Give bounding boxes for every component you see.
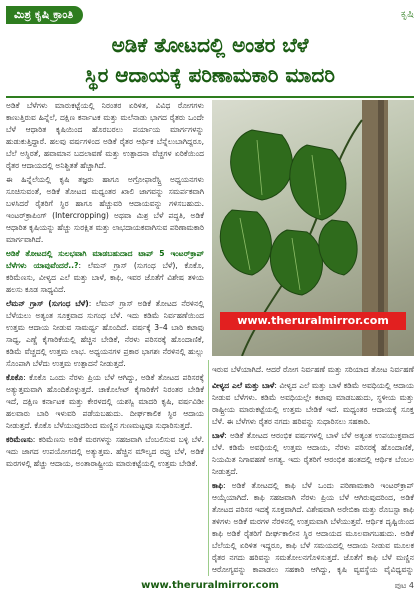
headline-rule: [6, 96, 414, 98]
banana-paragraph: [212, 430, 414, 478]
betel-leaf-photo: [212, 100, 414, 356]
page-number: ಪುಟ 4: [394, 581, 414, 590]
betel-leaf: [270, 230, 322, 295]
headline-line-1: ಅಡಿಕೆ ತೋಟದಲ್ಲಿ ಅಂತರ ಬೆಳೆ: [111, 33, 309, 57]
headline: [6, 30, 414, 90]
betel-leaf: [290, 145, 346, 220]
headline-line-2: ಸ್ಥಿರ ಆದಾಯಕ್ಕೆ ಪರಿಣಾಮಕಾರಿ ಮಾದರಿ: [85, 63, 335, 87]
photo-watermark-url: www.theruralmirror.com: [220, 312, 406, 330]
betel-leaf: [319, 220, 357, 275]
betel-banana-heading: ವೀಳ್ಯದ ಎಲೆ ಮತ್ತು ಬಾಳೆ: [212, 381, 275, 390]
coffee-paragraph: [212, 480, 414, 576]
footer: [0, 578, 420, 594]
article-column-right: [212, 380, 414, 576]
betel-banana-paragraph: [212, 380, 414, 428]
section-subhead: ಅಡಿಕೆ ತೋಟದಲ್ಲಿ ಸುಲಭವಾಗಿ ಮಾಡಬಹುದಾದ ಟಾಪ್ 5 ಇಂಟರ್‌ಕ್ರಾಪ್ ಬೆಳೆಗಳು ಯಾವುವೆಂದರೆ..?: [6, 249, 204, 270]
intro-paragraph-1: ಅಡಿಕೆ ಬೆಳೆಗಳು ಮಾರುಕಟ್ಟೆಯಲ್ಲಿ ನಿರಂತರ ಏರಿಳಿತ, ವಿವಿಧ ರೋಗಗಳು ಕಾಣುತ್ತಿರುವ ಹಿನ್ನೆಲೆ, ದಕ್ಷಿಣ ಕರ್ನಾಟಕ ಮತ್ತು ಮಲೆನಾಡು ಭಾಗದ ರೈತರು ಒಂದೇ ಬೆಳೆ ಆಧಾರಿತ ಕೃಷಿಯಿಂದ ಹೊರಬರಲು ಪರ್ಯಾಯ ಮಾರ್ಗಗಳನ್ನು ಹುಡುಕುತ್ತಿದ್ದಾರೆ. ಹಲವು ವರ್ಷಗಳಿಂದ ಅಡಿಕೆ ರೈತರ ಆರ್ಥಿಕ ಬೆನ್ನೆಲುಬಾಗಿದ್ದರೂ, ಬೆಲೆ ಅಸ್ಥಿರತೆ, ಹವಾಮಾನ ಬದಲಾವಣೆ ಮತ್ತು ಉತ್ಪಾದನಾ ವೆಚ್ಚಗಳ ಏರಿಕೆಯಿಂದ ರೈತರ ಆದಾಯದಲ್ಲಿ ಅನಿಶ್ಚಿತತೆ ಹೆಚ್ಚಾಗಿದೆ.: [6, 101, 204, 170]
article-column-left: [6, 100, 204, 576]
betel-banana-text: : ವೀಳ್ಯದ ಎಲೆ ಮತ್ತು ಬಾಳೆ ಕಡಿಮೆ ಅವಧಿಯಲ್ಲಿ ಆದಾಯ ನೀಡುವ ಬೆಳೆಗಳು. ಕಡಿಮೆ ಅವಧಿಯಲ್ಲೇ ಕಟಾವು ಮಾಡಬಹುದು, ಸ್ಥಳೀಯ ಮತ್ತು ರಾಷ್ಟ್ರೀಯ ಮಾರುಕಟ್ಟೆಯಲ್ಲಿ ಉತ್ತಮ ಬೇಡಿಕೆ ಇದೆ. ಮಧ್ಯಂತರ ಆದಾಯಕ್ಕೆ ಸೂಕ್ತ ಬೆಳೆ. ಈ ಬೆಳೆಗಳು ರೈತರ ನಗದು ಹರಿವನ್ನು ಸುಧಾರಿಸಲು ಸಹಕಾರಿ.: [212, 381, 414, 426]
cocoa-heading: ಕೊಕೊ: [6, 373, 24, 382]
crops-list-paragraph: [6, 248, 204, 296]
pepper-text: : ಕರಿಮೆಣಸು ಅಡಿಕೆ ಮರಗಳನ್ನು ಸಹಜವಾಗಿ ಬೆಂಬಲಿಸುವ ಬಳ್ಳಿ ಬೆಳೆ. ಇದು ಜಾಗದ ಉಪಯೋಗದಲ್ಲಿ ಅತ್ಯುತ್ತಮ. ಹೆಚ್ಚಿನ ಮೌಲ್ಯದ ರಫ್ತು ಬೆಳೆ, ಅಡಿಕೆ ಮರಗಳಲ್ಲಿ ಹೆಚ್ಚು ಆದಾಯ, ಅಂತಾರಾಷ್ಟ್ರೀಯ ಮಾರುಕಟ್ಟೆಯಲ್ಲಿ ಉತ್ತಮ ಬೇಡಿಕೆ.: [6, 435, 204, 468]
top-bar: [0, 6, 420, 24]
intro-paragraph-2: ಈ ಹಿನ್ನೆಲೆಯಲ್ಲಿ ಕೃಷಿ ತಜ್ಞರು ಹಾಗೂ ಅಗ್ರೋಫಾರೆಸ್ಟ್ರಿ ಅಧ್ಯಯನಗಳು ಸೂಚಿಸುವಂತೆ, ಅಡಿಕೆ ತೋಟದ ಮಧ್ಯಂತರ ಖಾಲಿ ಜಾಗವನ್ನು ಸಮರ್ಪಕವಾಗಿ ಬಳಸಿದರೆ ರೈತರಿಗೆ ಸ್ಥಿರ ಹಾಗೂ ಹೆಚ್ಚುವರಿ ಆದಾಯವನ್ನು ಗಳಿಸಬಹುದು. ಇಂಟರ್‌ಕ್ರಾಪಿಂಗ್ (Intercropping) ಅಥವಾ ಮಿಶ್ರ ಬೆಳೆ ಪದ್ಧತಿ, ಅಡಿಕೆ ಆಧಾರಿತ ಕೃಷಿಯನ್ನು ಹೆಚ್ಚು ಸುರಕ್ಷಿತ ಮತ್ತು ಲಾಭದಾಯಕವಾಗಿಸುವ ಪರಿಣಾಮಕಾರಿ ಮಾರ್ಗವಾಗಿದೆ.: [6, 175, 204, 244]
cocoa-text: : ಕೊಕೊ ಒಂದು ನೆರಳು ಪ್ರಿಯ ಬೆಳೆ ಆಗಿದ್ದು, ಅಡಿಕೆ ತೋಟದ ಪರಿಸರಕ್ಕೆ ಅತ್ಯುತ್ತಮವಾಗಿ ಹೊಂದಿಕೊಳ್ಳುತ್ತದೆ. ಚಾಕೊಲೇಟ್ ಕೈಗಾರಿಕೆಗೆ ನಿರಂತರ ಬೇಡಿಕೆ ಇದೆ, ದಕ್ಷಿಣ ಕರ್ನಾಟಕ ಮತ್ತು ಕೇರಳದಲ್ಲಿ ಯಶಸ್ವಿ ಮಾದರಿ ಕೃಷಿ, ವರ್ಷವಿಡೀ ಹಲವಾರು ಬಾರಿ ಇಳುವರಿ ಪಡೆಯಬಹುದು. ದೀರ್ಘಕಾಲಿಕ ಸ್ಥಿರ ಆದಾಯ ನೀಡುತ್ತದೆ. ಕೊಕೊ ಬೆಳೆಯುವುದರಿಂದ ಮಣ್ಣಿನ ಗುಣಮಟ್ಟವೂ ಸುಧಾರಿಸುತ್ತದೆ.: [6, 373, 204, 430]
cocoa-paragraph: [6, 372, 204, 432]
section-subhead-body: : ಲೆಮನ್ ಗ್ರಾಸ್ (ಸುಗಂಧ ಬೆಳೆ), ಕೊಕೊ, ಕರಿಮೆಣಸು, ವೀಳ್ಯದ ಎಲೆ ಮತ್ತು ಬಾಳೆ, ಕಾಫಿ, ಇವರ ಜೊತೆಗೆ ವಿಶೇಷ ತಳಿಯ ಹಲಸು ಕೂಡ ಸಾಧ್ಯವಿದೆ.: [6, 261, 204, 294]
banana-text: : ಅಡಿಕೆ ತೋಟದ ಆರಂಭಿಕ ವರ್ಷಗಳಲ್ಲಿ ಬಾಳೆ ಬೆಳೆ ಅತ್ಯಂತ ಉಪಯುಕ್ತವಾದ ಬೆಳೆ. ಕಡಿಮೆ ಅವಧಿಯಲ್ಲಿ ಉತ್ತಮ ಆದಾಯ, ನೆರಳು ಪರಿಸರಕ್ಕೆ ಹೊಂದಾಣಿಕೆ, ನಿಯಮಿತ ನಿಗಾವಹಣೆ ಅಗತ್ಯ. ಇದು ರೈತರಿಗೆ ಆರಂಭಿಕ ಹಂತದಲ್ಲಿ ಆರ್ಥಿಕ ಬೆಂಬಲ ನೀಡುತ್ತದೆ.: [212, 431, 414, 476]
footer-website-url: www.theruralmirror.com: [141, 580, 279, 591]
banana-heading: ಬಾಳೆ: [212, 431, 225, 440]
betel-leaf: [220, 210, 271, 275]
pepper-paragraph: [6, 434, 204, 470]
lemongrass-heading: ಲೆಮನ್ ಗ್ರಾಸ್ (ಸುಗಂಧ ಬೆಳೆ): [6, 299, 89, 308]
coffee-text: : ಅಡಿಕೆ ತೋಟದಲ್ಲಿ ಕಾಫಿ ಬೆಳೆ ಒಂದು ಪರಿಣಾಮಕಾರಿ ಇಂಟರ್‌ಕ್ರಾಪ್ ಆಯ್ಕೆಯಾಗಿದೆ. ಕಾಫಿ ಸಹಜವಾಗಿ ನೆರಳು ಪ್ರಿಯ ಬೆಳೆ ಆಗಿರುವುದರಿಂದ, ಅಡಿಕೆ ತೋಟದ ಪರಿಸರ ಇದಕ್ಕೆ ಸೂಕ್ತವಾಗಿದೆ. ವಿಶೇಷವಾಗಿ ಅರೇಬಿಕಾ ಮತ್ತು ರೊಬಸ್ಟಾ ಕಾಫಿ ತಳಿಗಳು ಅಡಿಕೆ ಮರಗಳ ನೆರಳಿನಲ್ಲಿ ಉತ್ತಮವಾಗಿ ಬೆಳೆಯುತ್ತವೆ. ಆರ್ಥಿಕ ದೃಷ್ಟಿಯಿಂದ ಕಾಫಿ ಅಡಿಕೆ ರೈತರಿಗೆ ದೀರ್ಘಕಾಲೀನ ಸ್ಥಿರ ಆದಾಯದ ಮೂಲವಾಗಬಹುದು. ಅಡಿಕೆ ಬೆಲೆಯಲ್ಲಿ ಏರಿಳಿತ ಇದ್ದರೂ, ಕಾಫಿ ಬೆಳೆ ಸಮಯದಲ್ಲಿ ಆದಾಯ ನೀಡುವ ಮೂಲಕ ರೈತರ ನಗದು ಹರಿವನ್ನು ಸಮತೋಲನಗೊಳಿಸುತ್ತದೆ. ಜೊತೆಗೆ ಕಾಫಿ ಬೆಳೆ ಮಣ್ಣಿನ ಆರೋಗ್ಯವನ್ನು ಕಾಪಾಡಲು ಸಹಕಾರಿ ಆಗಿದ್ದು, ಕೃಷಿ ವ್ಯವಸ್ಥೆಯ ವೈವಿಧ್ಯವನ್ನು: [212, 481, 414, 574]
lemongrass-text: : ಲೆಮನ್ ಗ್ರಾಸ್ ಅಡಿಕೆ ತೋಟದ ನೆರಳಿನಲ್ಲಿ ಬೆಳೆಯಲು ಅತ್ಯಂತ ಸೂಕ್ತವಾದ ಸುಗಂಧ ಬೆಳೆ. ಇದು ಕಡಿಮೆ ನಿರ್ವಹಣೆಯಿಂದ ಉತ್ತಮ ಆದಾಯ ನೀಡುವ ಸಾಮರ್ಥ್ಯ ಹೊಂದಿದೆ. ವರ್ಷಕ್ಕೆ 3–4 ಬಾರಿ ಕಟಾವು ಸಾಧ್ಯ, ಎಣ್ಣೆ ಕೈಗಾರಿಕೆಯಲ್ಲಿ ಹೆಚ್ಚಿನ ಬೇಡಿಕೆ, ನೆರಳು ಪರಿಸರಕ್ಕೆ ಹೊಂದಾಣಿಕೆ, ಕಡಿಮೆ ವೆಚ್ಚದಲ್ಲಿ ಉತ್ತಮ ಲಾಭ. ಅಧ್ಯಯನಗಳ ಪ್ರಕಾರ ಭಾಗಶಃ ನೆರಳಿನಲ್ಲಿ ಹುಲ್ಲು ಸೊಂಪಾಗಿ ಬೆಳೆದು ಉತ್ತಮ ಉತ್ಪಾದನೆ ನೀಡುತ್ತದೆ.: [6, 299, 204, 368]
right-intro: ಇರುವ ಬೆಳೆಯಾಗಿದೆ. ಆದರೆ ರೋಗ ನಿರ್ವಹಣೆ ಮತ್ತು ಸರಿಯಾದ ತೋಟ ನಿರ್ವಹಣೆ: [212, 365, 414, 374]
article-column-right-top: [212, 364, 414, 378]
pepper-heading: ಕರಿಮೆಣಸು: [6, 435, 33, 444]
column-divider: [208, 360, 209, 576]
category-label: ಕೃಷಿ: [400, 9, 414, 20]
section-tag: ಮಿಶ್ರ ಕೃಷಿ ಕ್ರಾಂತಿ: [6, 6, 83, 24]
lemongrass-paragraph: [6, 298, 204, 370]
coffee-heading: ಕಾಫಿ: [212, 481, 223, 490]
